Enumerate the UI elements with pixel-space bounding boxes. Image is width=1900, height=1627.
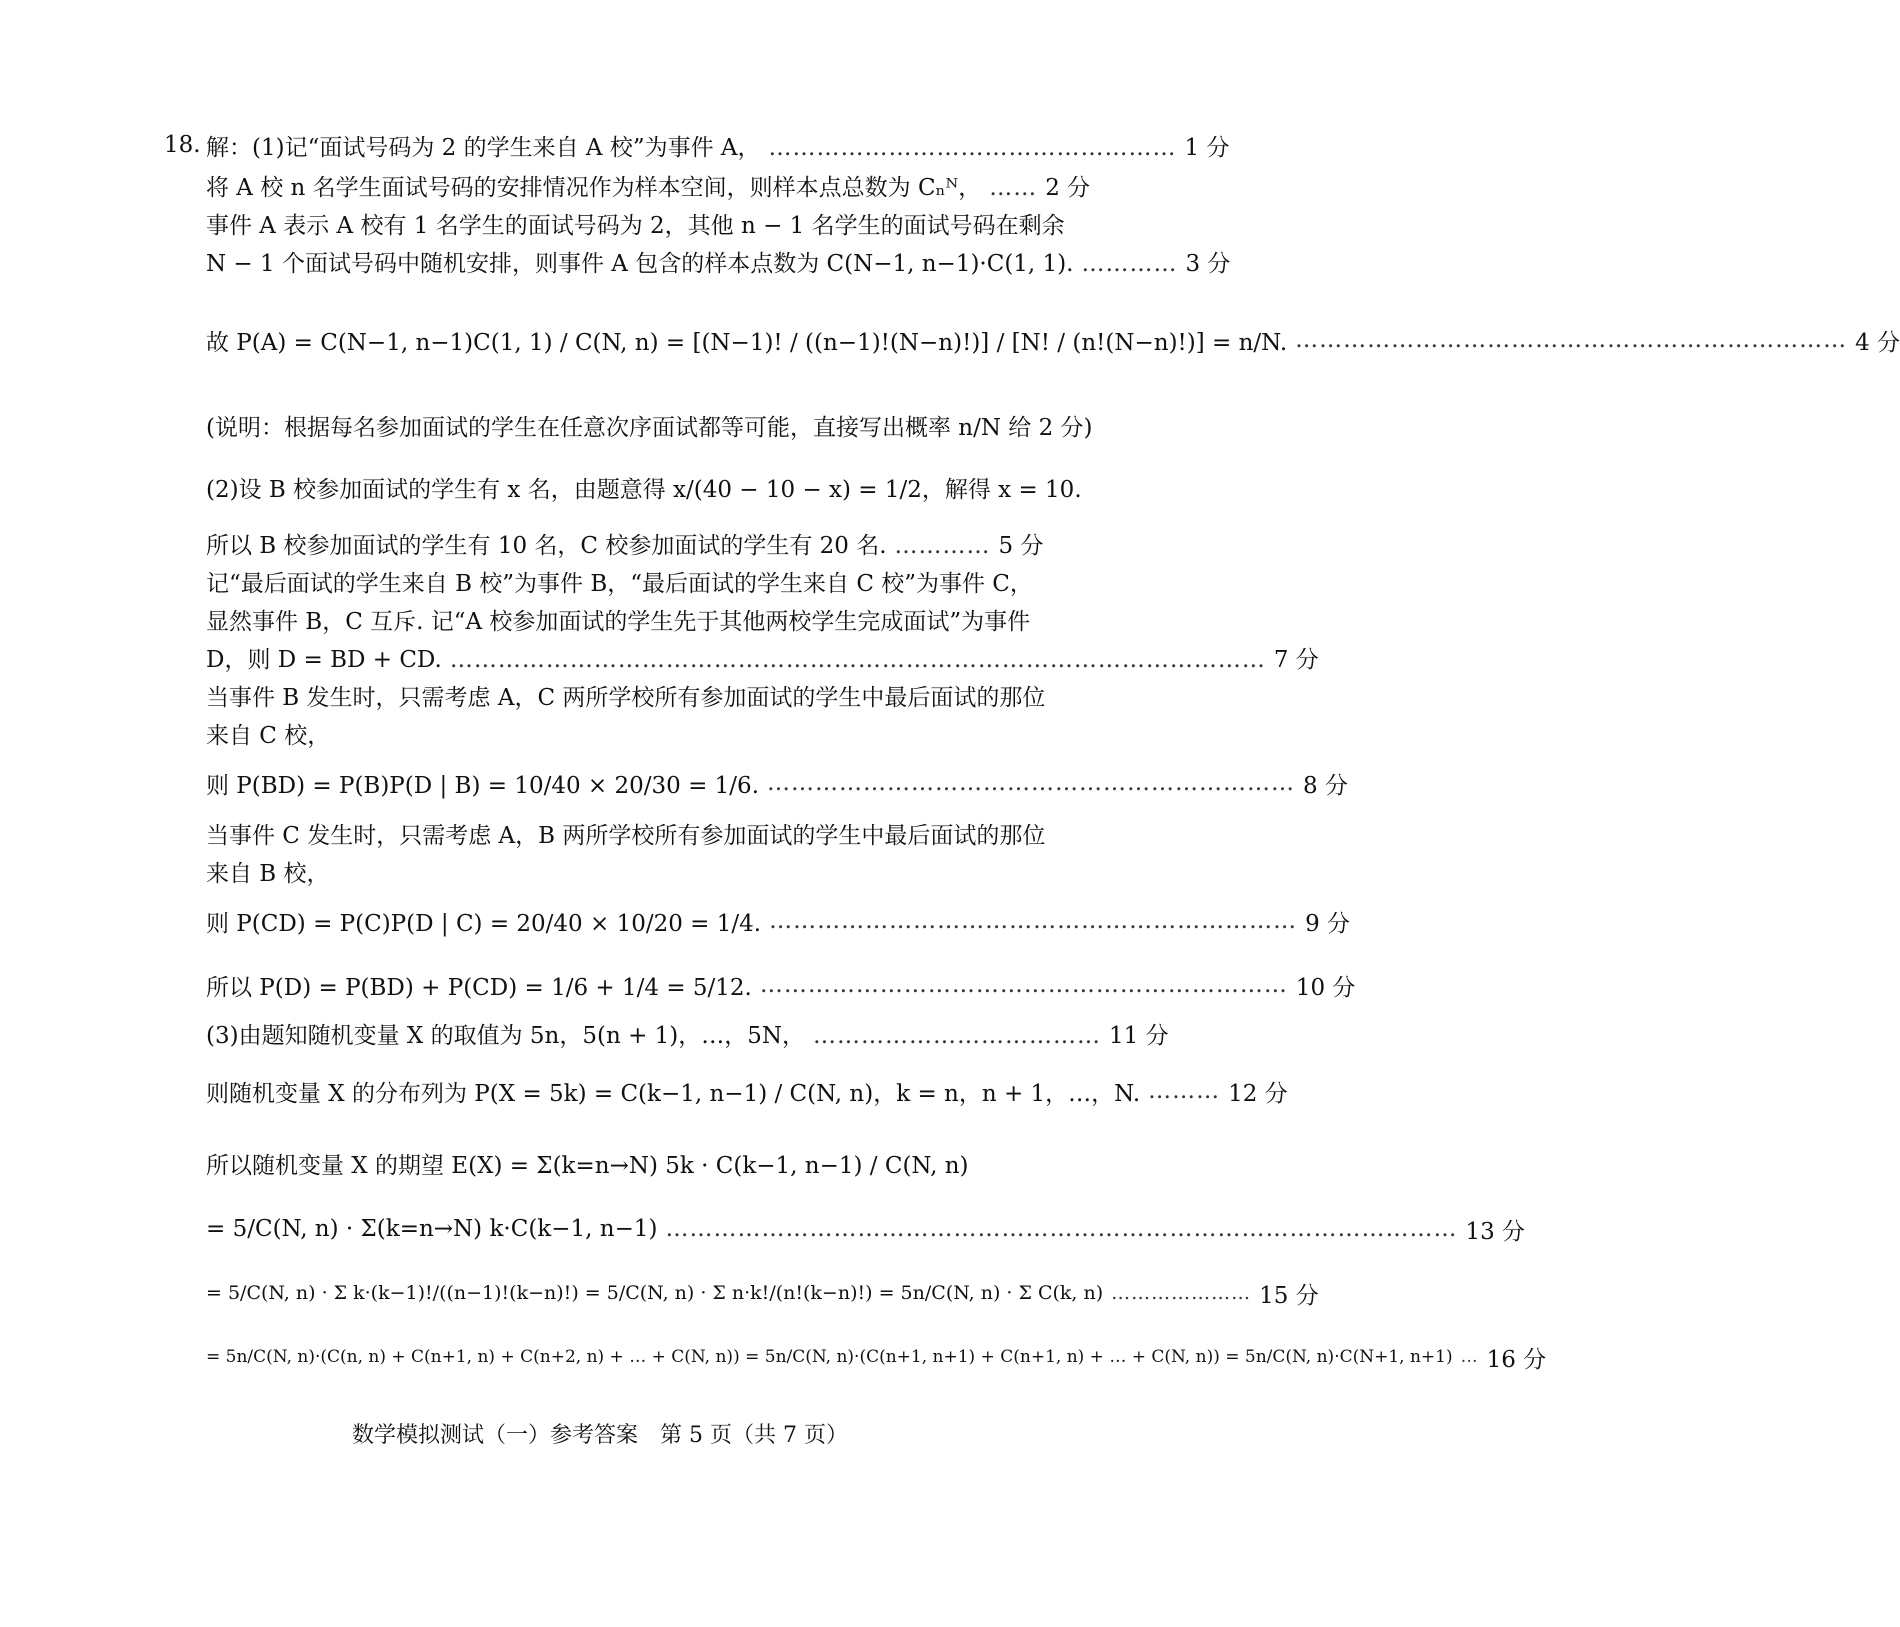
score-label: 5 分 — [998, 533, 1044, 559]
probability-formula — [206, 898, 1351, 944]
formula-text: 所以随机变量 X 的期望 E(X) = Σ(k=n→N) 5k · C(k−1, n−1) / C(N, n) — [206, 1152, 969, 1179]
leader-dots: ……… — [1148, 1078, 1221, 1104]
problem-number: 18. — [164, 132, 201, 158]
leader-dots: ……………………………… — [813, 1023, 1102, 1049]
answer-line — [206, 640, 1319, 680]
probability-formula — [206, 760, 1348, 806]
note-line: (说明：根据每名参加面试的学生在任意次序面试都等可能，直接写出概率 n/N 给 2 分) — [206, 415, 1093, 441]
answer-line — [206, 128, 1230, 168]
answer-line: (2)设 B 校参加面试的学生有 x 名，由题意得 x/(40 − 10 − x) = 1/2，解得 x = 10. — [206, 477, 1082, 503]
answer-line — [206, 168, 1091, 208]
leader-dots: ………………………………………………………… — [769, 908, 1298, 934]
probability-formula — [206, 300, 1900, 380]
formula-text: = 5/C(N, n) · Σ k·(k−1)!/((n−1)!(k−n)!) = 5/C(N, n) · Σ n·k!/(n!(k−n)!) = 5n/C(N, n) · Σ C(k, n) — [206, 1282, 1104, 1304]
page-footer: 数学模拟测试（一）参考答案 第 5 页（共 7 页） — [352, 1423, 848, 1448]
expectation-formula — [206, 1136, 1004, 1190]
derivation-step — [206, 1206, 1526, 1252]
leader-dots: ………… — [894, 533, 991, 559]
line-text: 所以 B 校参加面试的学生有 10 名，C 校参加面试的学生有 20 名. — [206, 533, 887, 559]
formula-text: 故 P(A) = C(N−1, n−1)C(1, 1) / C(N, n) = [(N−1)! / ((n−1)!(N−n)!)] / [N! / (n!(N−n)!)] = n/N. — [206, 329, 1288, 356]
probability-formula — [206, 962, 1356, 1008]
formula-text: = 5n/C(N, n)·(C(n, n) + C(n+1, n) + C(n+2, n) + … + C(N, n)) = 5n/C(N, n)·(C(n+1, n+1) + C(n+1, n) + … + C(N, n)) = 5n/C(N, n)·C(N+1, n+1) — [206, 1347, 1453, 1367]
leader-dots: ………………………………………………………………………………………… — [449, 647, 1266, 673]
leader-dots: ………………………………………………………… — [759, 972, 1288, 998]
answer-line: 来自 C 校， — [206, 723, 331, 749]
answer-line: 当事件 B 发生时，只需考虑 A，C 两所学校所有参加面试的学生中最后面试的那位 — [206, 685, 1046, 711]
line-text: (3)由题知随机变量 X 的取值为 5n，5(n + 1)，…，5N， — [206, 1023, 806, 1049]
score-label: 1 分 — [1184, 135, 1230, 161]
leader-dots: ………… — [1081, 251, 1178, 277]
formula-text: 所以 P(D) = P(BD) + P(CD) = 1/6 + 1/4 = 5/12. — [206, 974, 752, 1001]
derivation-step — [206, 1334, 1547, 1380]
answer-line: 当事件 C 发生时，只需考虑 A，B 两所学校所有参加面试的学生中最后面试的那位 — [206, 823, 1046, 849]
distribution-formula — [206, 1066, 1288, 1116]
score-label: 16 分 — [1486, 1346, 1547, 1373]
line-text: 解：(1)记“面试号码为 2 的学生来自 A 校”为事件 A， — [206, 135, 761, 161]
leader-dots: …………………………………………… — [768, 135, 1177, 161]
answer-line — [206, 244, 1231, 284]
answer-line: 记“最后面试的学生来自 B 校”为事件 B，“最后面试的学生来自 C 校”为事件 C， — [206, 571, 1033, 597]
score-label: 11 分 — [1109, 1023, 1169, 1049]
answer-line — [206, 526, 1044, 566]
score-label: 3 分 — [1185, 251, 1231, 277]
formula-text: 则 P(CD) = P(C)P(D | C) = 20/40 × 10/20 = 1/4. — [206, 910, 762, 937]
answer-line — [206, 1016, 1169, 1056]
score-label: 12 分 — [1228, 1080, 1288, 1107]
line-text: N − 1 个面试号码中随机安排，则事件 A 包含的样本点数为 C(N−1, n−1)·C(1, 1). — [206, 251, 1074, 277]
leader-dots: ………………………………………………………… — [767, 770, 1295, 796]
formula-text: 则随机变量 X 的分布列为 P(X = 5k) = C(k−1, n−1) / C(N, n)，k = n，n + 1，…，N. — [206, 1080, 1141, 1107]
score-label: 7 分 — [1273, 647, 1319, 673]
score-label: 8 分 — [1303, 772, 1348, 799]
answer-line: 显然事件 B，C 互斥. 记“A 校参加面试的学生先于其他两校学生完成面试”为事件 — [206, 609, 1031, 635]
leader-dots: …… — [989, 175, 1038, 201]
line-text: D，则 D = BD + CD. — [206, 647, 442, 673]
leader-dots: … — [1460, 1347, 1479, 1367]
leader-dots: …………………………………………………………… — [1295, 327, 1848, 353]
score-label: 13 分 — [1465, 1218, 1526, 1245]
leader-dots: ……………………………………………………………………………………… — [665, 1216, 1458, 1242]
formula-text: 则 P(BD) = P(B)P(D | B) = 10/40 × 20/30 = 1/6. — [206, 772, 759, 799]
score-label: 2 分 — [1045, 175, 1091, 201]
score-label: 15 分 — [1259, 1282, 1319, 1309]
answer-line: 事件 A 表示 A 校有 1 名学生的面试号码为 2，其他 n − 1 名学生的面试号码在剩余 — [206, 213, 1065, 239]
score-label: 9 分 — [1305, 910, 1351, 937]
score-label: 10 分 — [1295, 974, 1356, 1001]
answer-line: 来自 B 校， — [206, 861, 330, 887]
formula-text: = 5/C(N, n) · Σ(k=n→N) k·C(k−1, n−1) — [206, 1216, 658, 1242]
score-label: 4 分 — [1855, 329, 1900, 356]
leader-dots: ………………… — [1111, 1282, 1252, 1304]
derivation-step — [206, 1270, 1319, 1316]
line-text: 将 A 校 n 名学生面试号码的安排情况作为样本空间，则样本点总数为 Cₙᴺ， — [206, 175, 982, 201]
